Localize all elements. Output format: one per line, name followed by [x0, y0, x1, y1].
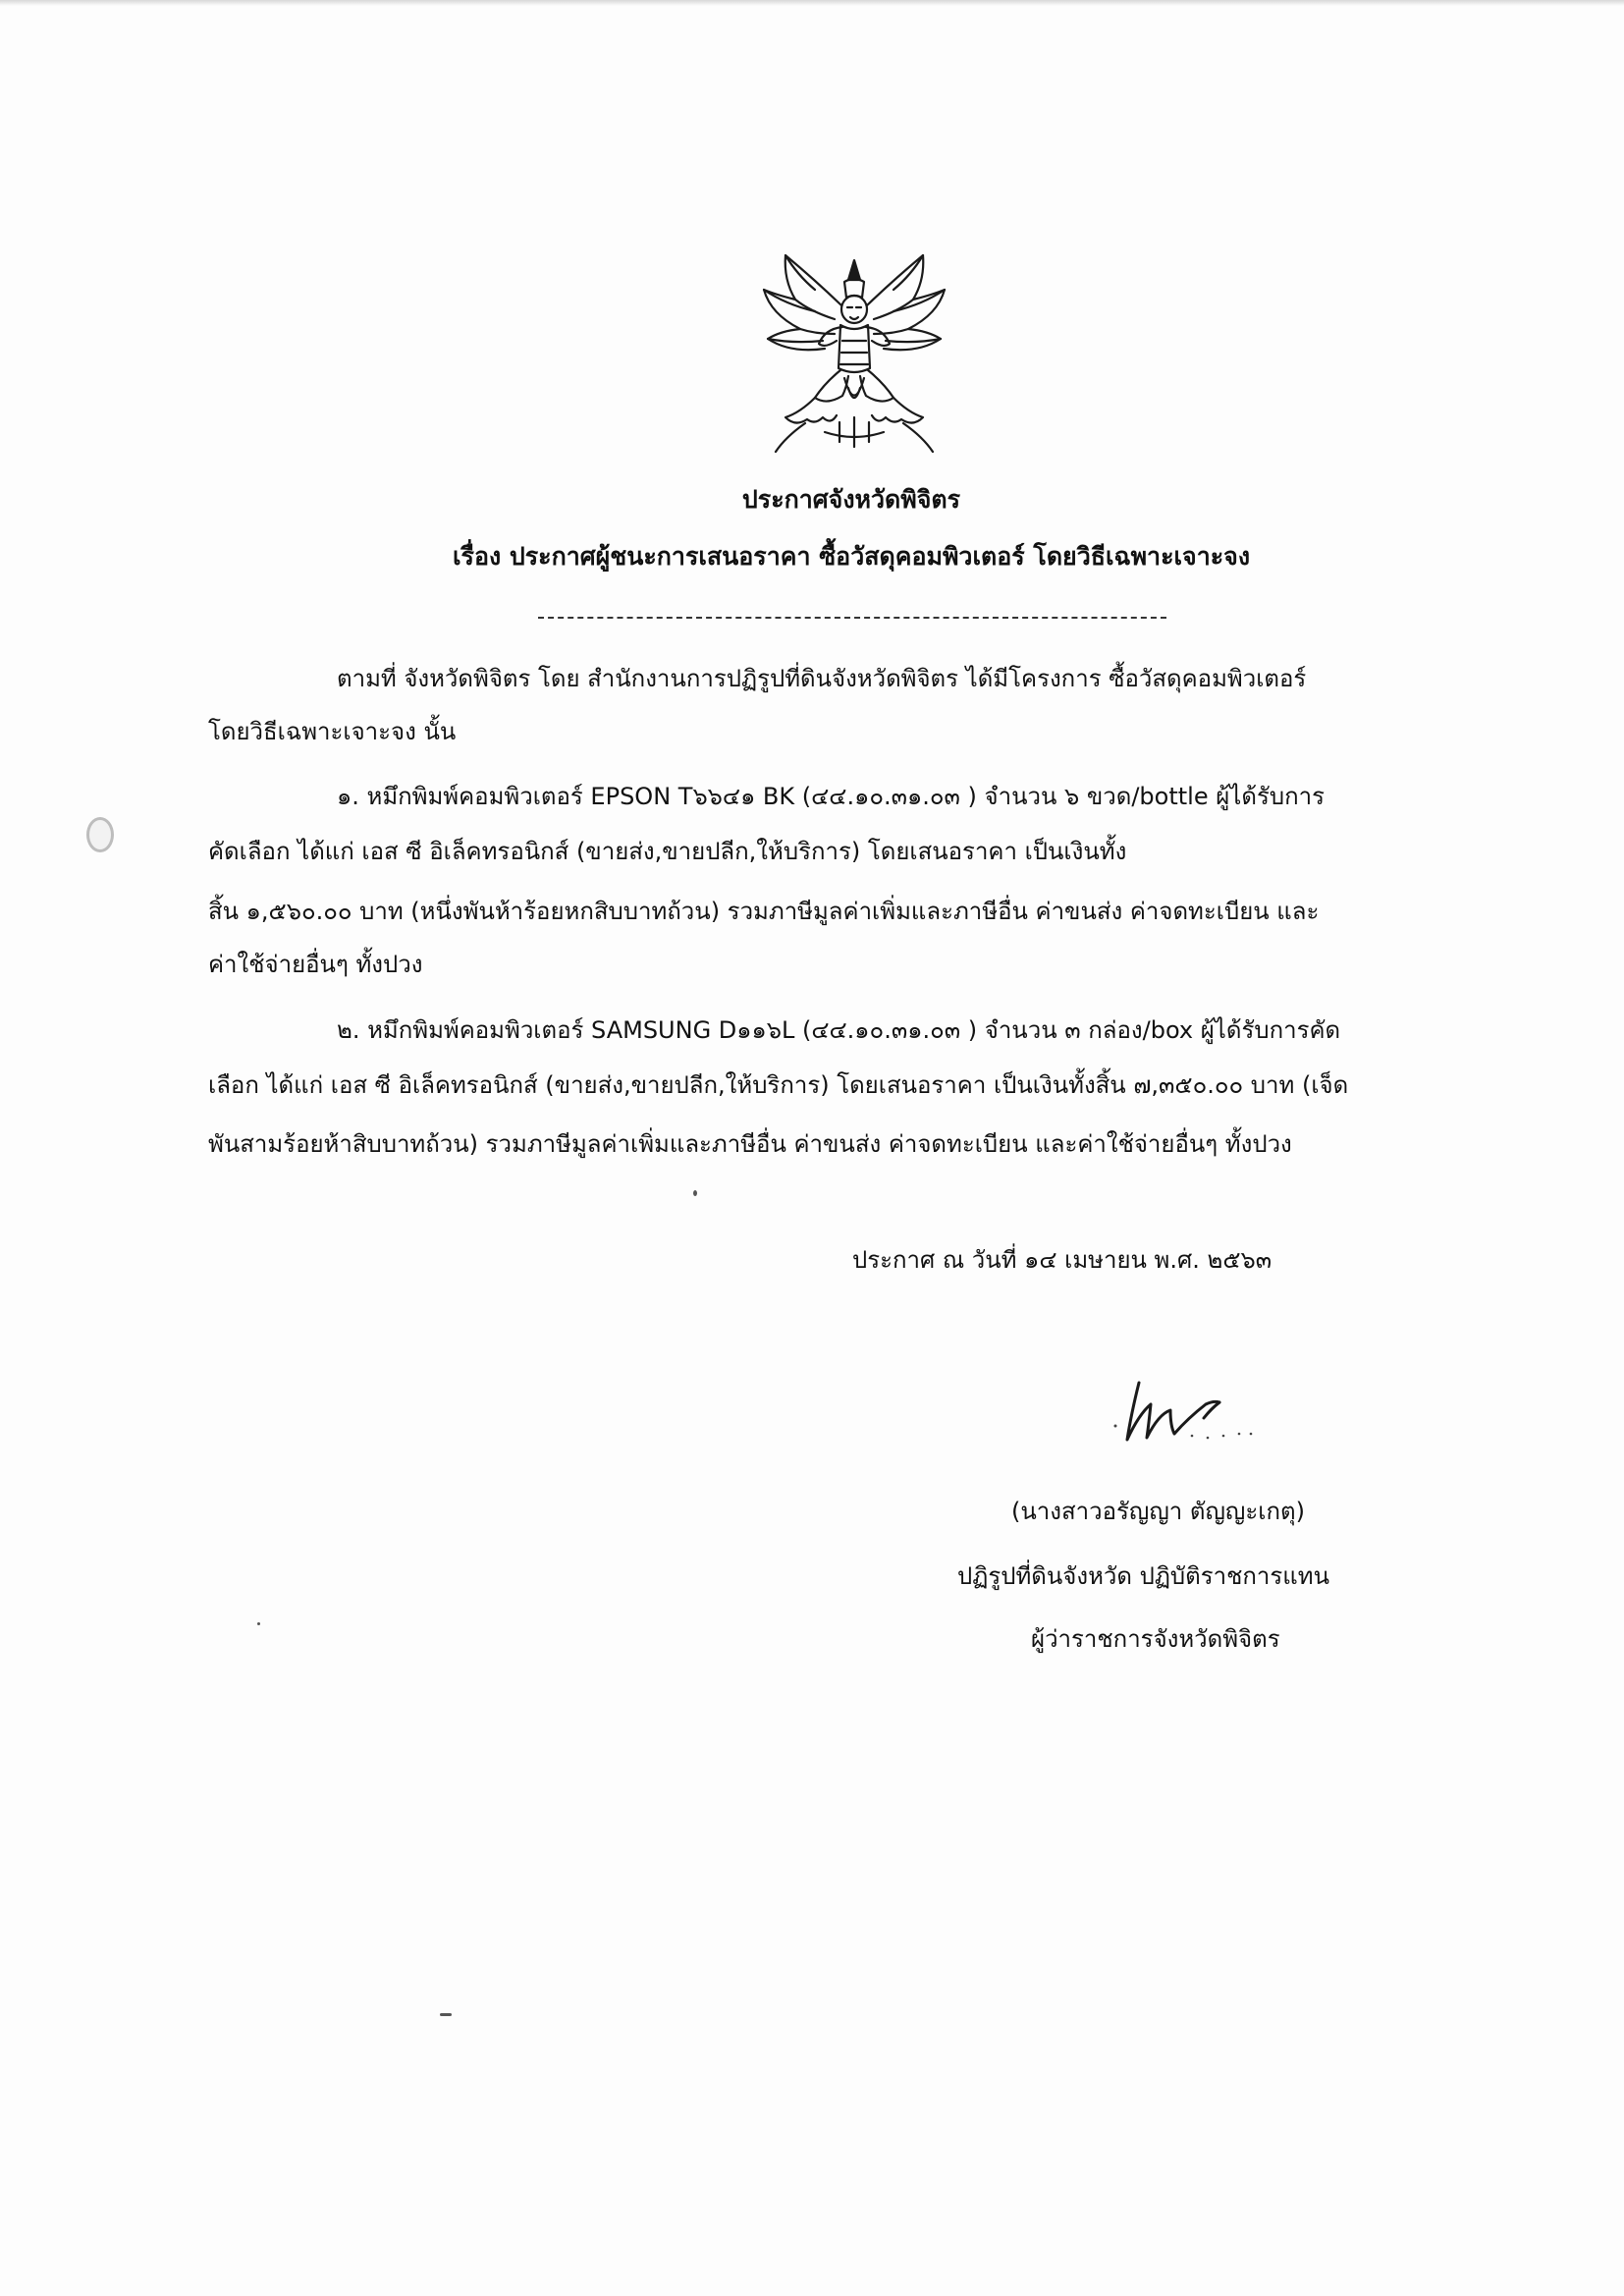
signatory-office: ผู้ว่าราชการจังหวัดพิจิตร [1031, 1625, 1280, 1653]
punch-hole-mark [86, 817, 114, 852]
scan-speck [693, 1190, 697, 1196]
announcement-subject: เรื่อง ประกาศผู้ชนะการเสนอราคา ซื้อวัสดุคอมพิวเตอร์ โดยวิธีเฉพาะเจาะจง [452, 542, 1251, 571]
announcement-title: ประกาศจังหวัดพิจิตร [741, 485, 961, 514]
signatory-position: ปฏิรูปที่ดินจังหวัด ปฏิบัติราชการแทน [957, 1562, 1329, 1590]
item-1-line-1: ๑. หมึกพิมพ์คอมพิวเตอร์ EPSON T๖๖๔๑ BK (๔๔.๑๐.๓๑.๐๓ ) จำนวน ๖ ขวด/bottle ผู้ได้รับการ [337, 783, 1325, 810]
item-2-line-2: เลือก ได้แก่ เอส ซี อิเล็คทรอนิกส์ (ขายส่ง,ขายปลีก,ให้บริการ) โดยเสนอราคา เป็นเงินทั้งสิ้น ๗,๓๕๐.๐๐ บาท (เจ็ด [208, 1071, 1349, 1099]
announcement-date: ประกาศ ณ วันที่ ๑๔ เมษายน พ.ศ. ๒๕๖๓ [852, 1246, 1272, 1274]
item-1-line-4: ค่าใช้จ่ายอื่นๆ ทั้งปวง [208, 951, 423, 978]
item-2-line-3: พันสามร้อยห้าสิบบาทถ้วน) รวมภาษีมูลค่าเพิ่มและภาษีอื่น ค่าขนส่ง ค่าจดทะเบียน และค่าใช้จ่ายอื่นๆ ทั้งปวง [208, 1130, 1292, 1158]
garuda-emblem-icon [746, 250, 962, 462]
intro-line-2: โดยวิธีเฉพาะเจาะจง นั้น [208, 718, 457, 745]
item-1-line-3: สิ้น ๑,๕๖๐.๐๐ บาท (หนึ่งพันห้าร้อยหกสิบบาทถ้วน) รวมภาษีมูลค่าเพิ่มและภาษีอื่น ค่าขนส่ง ค่าจดทะเบียน และ [208, 898, 1320, 925]
scan-speck [440, 2013, 452, 2016]
scan-edge [0, 0, 1624, 6]
item-2-line-1: ๒. หมึกพิมพ์คอมพิวเตอร์ SAMSUNG D๑๑๖L (๔๔.๑๐.๓๑.๐๓ ) จำนวน ๓ กล่อง/box ผู้ได้รับการคัด [337, 1016, 1341, 1044]
signatory-name: (นางสาวอรัญญา ตัญญะเกตุ) [1011, 1498, 1305, 1525]
scan-speck [257, 1622, 260, 1625]
handwritten-signature-icon [1110, 1375, 1257, 1453]
item-1-line-2: คัดเลือก ได้แก่ เอส ซี อิเล็คทรอนิกส์ (ขายส่ง,ขายปลีก,ให้บริการ) โดยเสนอราคา เป็นเงินทั้ง [208, 838, 1127, 865]
separator-line [538, 617, 1166, 619]
intro-line-1: ตามที่ จังหวัดพิจิตร โดย สำนักงานการปฏิรูปที่ดินจังหวัดพิจิตร ได้มีโครงการ ซื้อวัสดุคอมพิวเตอร์ [337, 665, 1307, 692]
